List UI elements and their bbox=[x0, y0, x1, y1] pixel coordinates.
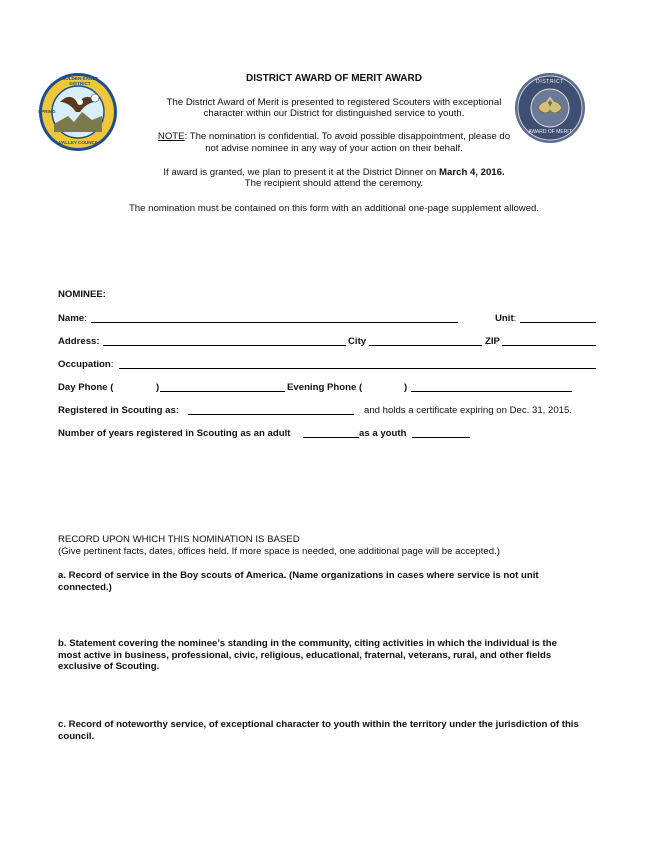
logo-text-left: SPRING bbox=[38, 109, 56, 114]
record-heading: RECORD UPON WHICH THIS NOMINATION IS BASED bbox=[58, 534, 300, 545]
unit-field[interactable] bbox=[520, 322, 596, 323]
city-label: City bbox=[348, 336, 367, 347]
address-label: Address: bbox=[58, 336, 100, 347]
merit-logo-text-top: DISTRICT bbox=[536, 79, 564, 85]
day-phone-label: Day Phone ( bbox=[58, 382, 114, 393]
unit-label: Unit: bbox=[495, 313, 517, 324]
evening-phone-close-paren: ) bbox=[404, 382, 408, 393]
record-item-a: a. Record of service in the Boy scouts of America. (Name organizations in cases where service is not unit connected.) bbox=[58, 570, 539, 593]
years-youth-field[interactable] bbox=[412, 437, 470, 438]
instructions: The nomination must be contained on this form with an additional one-page supplement allowed. bbox=[128, 203, 540, 214]
evening-phone-label: Evening Phone ( bbox=[287, 382, 363, 393]
occupation-field[interactable] bbox=[119, 368, 596, 369]
name-field[interactable] bbox=[91, 322, 458, 323]
years-adult-field[interactable] bbox=[303, 437, 359, 438]
certificate-text: and holds a certificate expiring on Dec. 31, 2015. bbox=[364, 405, 572, 416]
merit-logo-text-bottom: AWARD OF MERIT bbox=[528, 129, 572, 135]
note-text: : The nomination is confidential. To avoid possible disappointment, please do bbox=[184, 131, 511, 142]
logo-text-top: GOLDEN EAGLE DISTRICT bbox=[61, 76, 99, 86]
registered-label: Registered in Scouting as: bbox=[58, 405, 180, 416]
note-label: NOTE bbox=[157, 131, 185, 142]
years-adult-label: Number of years registered in Scouting as an adult bbox=[58, 428, 291, 439]
logo-text-bottom: VALLEY COUNCIL bbox=[59, 140, 99, 145]
day-phone-close-paren: ) bbox=[156, 382, 160, 393]
zip-label: ZIP bbox=[485, 336, 500, 347]
intro-line-2: character within our District for distinguished service to youth. bbox=[203, 108, 465, 119]
city-field[interactable] bbox=[369, 345, 482, 346]
page-title: DISTRICT AWARD OF MERIT AWARD bbox=[246, 73, 422, 84]
evening-phone-field[interactable] bbox=[411, 391, 572, 392]
award-text: If award is granted, we plan to present it at the District Dinner on bbox=[163, 167, 440, 178]
record-subheading: (Give pertinent facts, dates, offices held. If more space is needed, one additional page will be accepted.) bbox=[58, 546, 500, 557]
nominee-heading: NOMINEE: bbox=[58, 289, 106, 300]
award-line-2: The recipient should attend the ceremony. bbox=[244, 178, 424, 189]
note-line-2: not advise nominee in any way of your action on their behalf. bbox=[205, 143, 463, 154]
registered-field[interactable] bbox=[188, 414, 354, 415]
record-item-b: b. Statement covering the nominee’s standing in the community, citing activities in which the individual is the most active in business, professional, civic, religious, educational, fraternal, veterans, rural, and other fields exclusive of Scouting. bbox=[58, 638, 557, 672]
note-line-1 bbox=[0, 131, 668, 143]
day-phone-field[interactable] bbox=[160, 391, 285, 392]
address-field[interactable] bbox=[103, 345, 346, 346]
name-label: Name: bbox=[58, 313, 87, 324]
record-item-c: c. Record of noteworthy service, of exceptional character to youth within the territory under the jurisdiction of this council. bbox=[58, 719, 579, 742]
intro-line-1: The District Award of Merit is presented to registered Scouters with exceptional bbox=[166, 97, 502, 108]
years-youth-label: as a youth bbox=[359, 428, 407, 439]
award-date: March 4, 2016. bbox=[439, 167, 505, 178]
zip-field[interactable] bbox=[502, 345, 596, 346]
occupation-label: Occupation: bbox=[58, 359, 114, 370]
